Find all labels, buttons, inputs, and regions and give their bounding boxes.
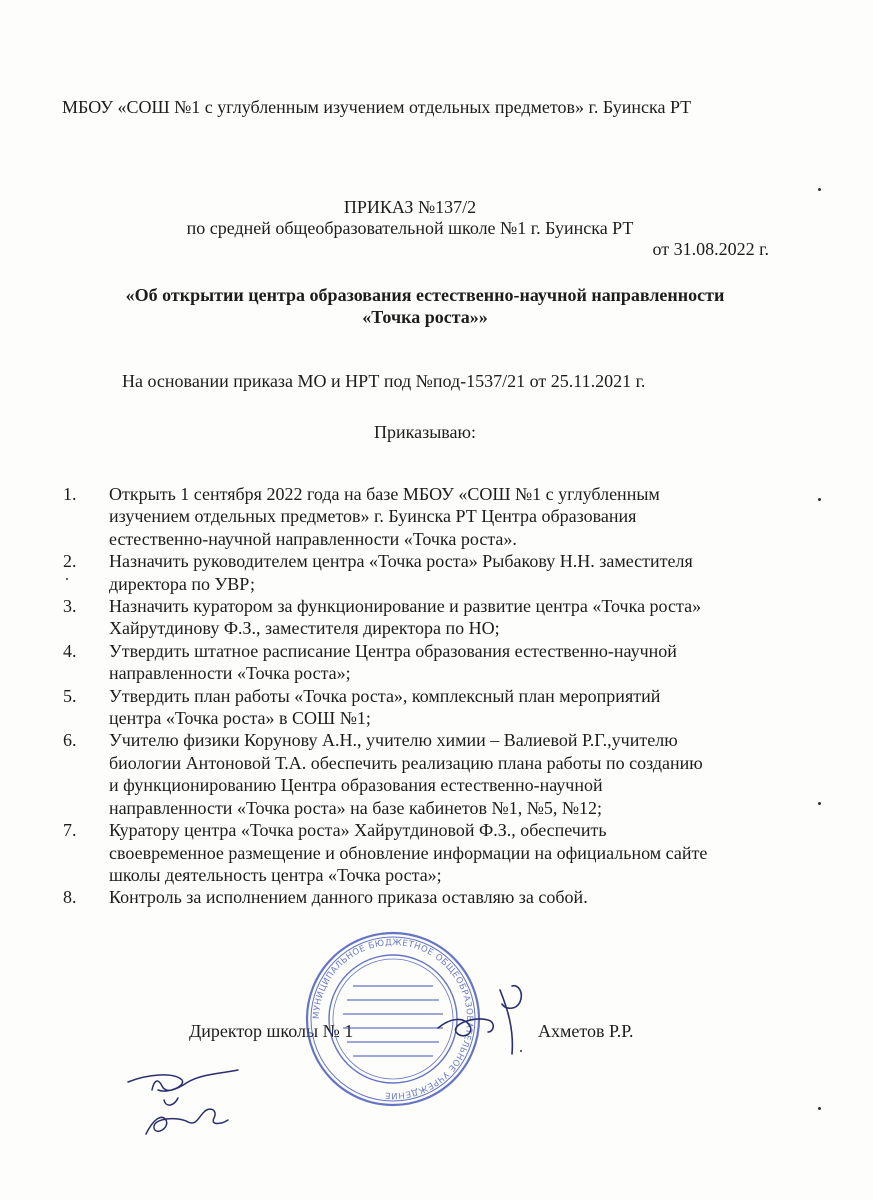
order-item	[63, 685, 803, 730]
order-item-line: центра «Точка роста» в СОШ №1;	[109, 708, 371, 729]
order-item-number: 3.	[63, 596, 77, 617]
order-item	[63, 819, 803, 886]
order-item	[63, 550, 803, 595]
order-word: Приказываю:	[374, 422, 476, 442]
order-item-line: естественно-научной направленности «Точка роста».	[109, 528, 517, 549]
order-item-line: направленности «Точка роста» на базе кабинетов №1, №5, №12;	[109, 797, 603, 818]
order-subtitle: по средней общеобразовательной школе №1 г. Буинска РТ	[186, 218, 634, 238]
order-item-line: Учителю физики Корунову А.Н., учителю химии – Валиевой Р.Г.,учителю	[109, 730, 678, 751]
order-item-number: 4.	[63, 640, 77, 661]
scan-dot	[66, 578, 68, 580]
order-item-line: Контроль за исполнением данного приказа оставляю за собой.	[109, 887, 588, 908]
order-items-list	[63, 483, 803, 909]
order-item	[63, 595, 803, 640]
organization-header: МБОУ «СОШ №1 с углубленным изучением отдельных предметов» г. Буинска РТ	[62, 97, 692, 117]
order-item-line: Назначить руководителем центра «Точка роста» Рыбакову Н.Н. заместителя	[109, 551, 693, 572]
document-title	[0, 284, 850, 328]
order-item-line: Утвердить план работы «Точка роста», комплексный план мероприятий	[109, 685, 661, 706]
document-title-line: «Об открытии центра образования естественно-научной направленности	[125, 285, 725, 305]
initials-signature	[118, 1060, 258, 1150]
signature-name: Ахметов Р.Р.	[538, 1021, 634, 1041]
order-item	[63, 729, 803, 819]
order-item-line: Куратору центра «Точка роста» Хайрутдиновой Ф.З., обеспечить	[109, 820, 607, 841]
order-item-line: направленности «Точка роста»;	[109, 663, 351, 684]
order-item-number: 8.	[63, 887, 77, 908]
order-item-number: 2.	[63, 551, 77, 572]
order-title: ПРИКАЗ №137/2	[343, 197, 477, 217]
document-title-line: «Точка роста»»	[362, 307, 488, 327]
order-item	[63, 483, 803, 550]
signature-position: Директор школы № 1	[189, 1021, 354, 1041]
scan-dot	[818, 188, 821, 191]
order-item-number: 7.	[63, 820, 77, 841]
director-signature	[430, 980, 540, 1060]
scan-dot	[520, 1050, 522, 1052]
order-item-line: директора по УВР;	[109, 573, 255, 594]
order-item-line: Назначить куратором за функционирование и развитие центра «Точка роста»	[109, 596, 702, 617]
stamp-text: МУНИЦИПАЛЬНОЕ БЮДЖЕТНОЕ ОБЩЕОБРАЗОВАТЕЛЬНОЕ УЧРЕЖДЕНИЕ	[311, 937, 475, 1101]
order-item-line: изучением отдельных предметов» г. Буинска РТ Центра образования	[109, 506, 637, 527]
scan-dot	[818, 498, 821, 501]
order-item	[63, 640, 803, 685]
order-date: от 31.08.2022 г.	[652, 239, 769, 259]
order-item	[63, 886, 803, 908]
order-item-line: своевременное размещение и обновление информации на официальном сайте	[109, 842, 708, 863]
order-item-line: биологии Антоновой Т.А. обеспечить реализацию плана работы по созданию	[109, 752, 703, 773]
order-item-number: 5.	[63, 685, 77, 706]
order-item-line: Хайрутдинову Ф.З., заместителя директора по НО;	[109, 618, 500, 639]
scan-dot	[818, 1107, 821, 1110]
basis-text: На основании приказа МО и НРТ под №под-1537/21 от 25.11.2021 г.	[122, 371, 646, 391]
order-item-line: школы деятельность центра «Точка роста»;	[109, 864, 442, 885]
order-item-number: 1.	[63, 484, 77, 504]
order-item-line: Открыть 1 сентября 2022 года на базе МБОУ «СОШ №1 с углубленным	[109, 484, 660, 504]
order-item-number: 6.	[63, 730, 77, 751]
scan-dot	[818, 802, 821, 805]
order-item-line: и функционированию Центра образования естественно-научной	[109, 775, 603, 796]
order-item-line: Утвердить штатное расписание Центра образования естественно-научной	[109, 640, 677, 661]
